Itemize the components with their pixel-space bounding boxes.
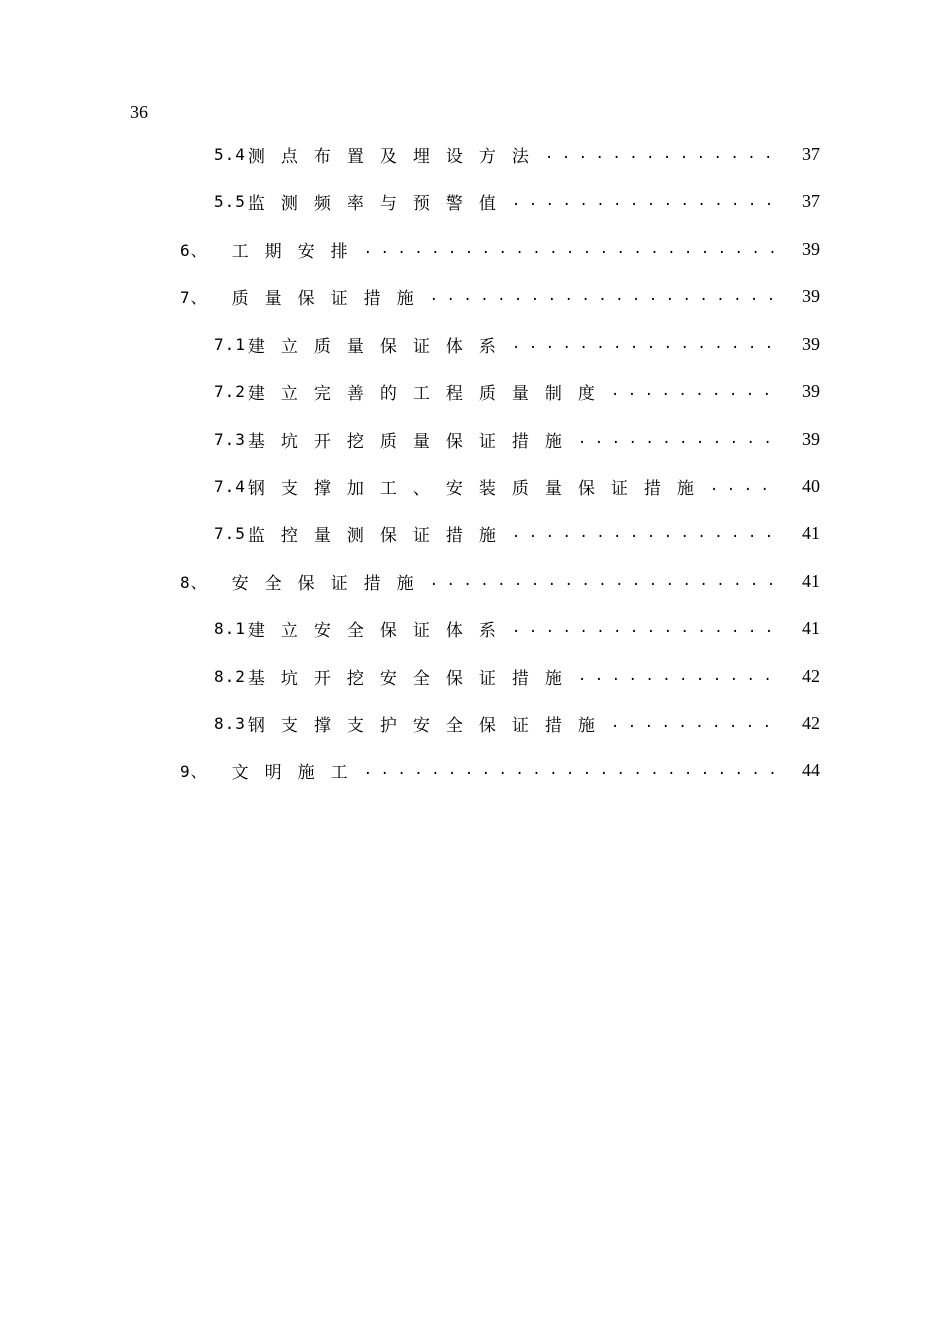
toc-entry-number: 6、 <box>180 240 208 260</box>
toc-entry-title: 安全保证措施 <box>231 573 430 594</box>
toc-entry-number: 7.4 <box>214 476 246 496</box>
toc-entry-number: 8.3 <box>214 713 246 733</box>
toc-entry-title: 监控量测保证措施 <box>247 525 512 546</box>
toc-leader-dots <box>578 661 774 691</box>
toc-entry[interactable] <box>0 376 950 406</box>
toc-entry[interactable] <box>0 424 950 454</box>
toc-entry-page: 39 <box>802 334 820 354</box>
toc-entry-page: 44 <box>802 760 820 780</box>
toc-entry-title: 基坑开挖质量保证措施 <box>247 431 578 452</box>
toc-entry-title: 测点布置及埋设方法 <box>247 146 545 167</box>
toc-leader-dots <box>364 234 774 264</box>
toc-entry-title: 建立安全保证体系 <box>247 620 512 641</box>
toc-leader-dots <box>545 139 774 169</box>
toc-entry-number: 8.1 <box>214 618 246 638</box>
toc-leader-dots <box>611 708 774 738</box>
toc-leader-dots <box>512 518 774 548</box>
toc-entry-title: 监测频率与预警值 <box>247 193 512 214</box>
toc-entry-number: 8.2 <box>214 666 246 686</box>
toc-entry[interactable] <box>0 281 950 311</box>
toc-entry[interactable] <box>0 755 950 785</box>
toc-entry-number: 8、 <box>180 572 208 592</box>
toc-leader-dots <box>710 471 774 501</box>
toc-entry-page: 42 <box>802 713 820 733</box>
toc-entry-title: 文明施工 <box>231 762 364 783</box>
toc-entry[interactable] <box>0 566 950 596</box>
toc-leader-dots <box>512 186 774 216</box>
toc-entry-page: 40 <box>802 476 820 496</box>
toc-leader-dots <box>430 281 774 311</box>
toc-entry-page: 39 <box>802 381 820 401</box>
toc-leader-dots <box>430 566 774 596</box>
page-number: 36 <box>130 102 148 122</box>
toc-entry-number: 7.5 <box>214 523 246 543</box>
toc-entry[interactable] <box>0 139 950 169</box>
toc-entry-page: 42 <box>802 666 820 686</box>
toc-entry-title: 建立完善的工程质量制度 <box>247 383 611 404</box>
toc-entry-page: 41 <box>802 571 820 591</box>
toc-leader-dots <box>611 376 774 406</box>
toc-entry[interactable] <box>0 186 950 216</box>
toc-entry-number: 7.1 <box>214 334 246 354</box>
toc-entry-page: 37 <box>802 144 820 164</box>
toc-entry-page: 39 <box>802 286 820 306</box>
toc-leader-dots <box>512 329 774 359</box>
toc-entry[interactable] <box>0 329 950 359</box>
toc-entry-number: 7.2 <box>214 381 246 401</box>
toc-entry-number: 5.5 <box>214 191 246 211</box>
toc-leader-dots <box>512 613 774 643</box>
toc-entry[interactable] <box>0 661 950 691</box>
toc-leader-dots <box>364 755 774 785</box>
toc-entry-title: 建立质量保证体系 <box>247 336 512 357</box>
toc-entry-page: 41 <box>802 523 820 543</box>
toc-entry-page: 39 <box>802 429 820 449</box>
toc-entry-number: 5.4 <box>214 144 246 164</box>
toc-entry-page: 37 <box>802 191 820 211</box>
toc-entry-title: 基坑开挖安全保证措施 <box>247 668 578 689</box>
toc-entry-title: 钢支撑加工、安装质量保证措施 <box>247 478 710 499</box>
toc-entry[interactable] <box>0 471 950 501</box>
toc-entry-title: 钢支撑支护安全保证措施 <box>247 715 611 736</box>
toc-leader-dots <box>578 424 774 454</box>
toc-entry-number: 7、 <box>180 287 208 307</box>
toc-entry[interactable] <box>0 234 950 264</box>
toc-entry-number: 9、 <box>180 761 208 781</box>
toc-entry-page: 41 <box>802 618 820 638</box>
toc-entry-title: 工期安排 <box>231 241 364 262</box>
toc-entry[interactable] <box>0 518 950 548</box>
toc-entry[interactable] <box>0 708 950 738</box>
toc-entry-number: 7.3 <box>214 429 246 449</box>
toc-entry-page: 39 <box>802 239 820 259</box>
toc-entry[interactable] <box>0 613 950 643</box>
toc-entry-title: 质量保证措施 <box>231 288 430 309</box>
